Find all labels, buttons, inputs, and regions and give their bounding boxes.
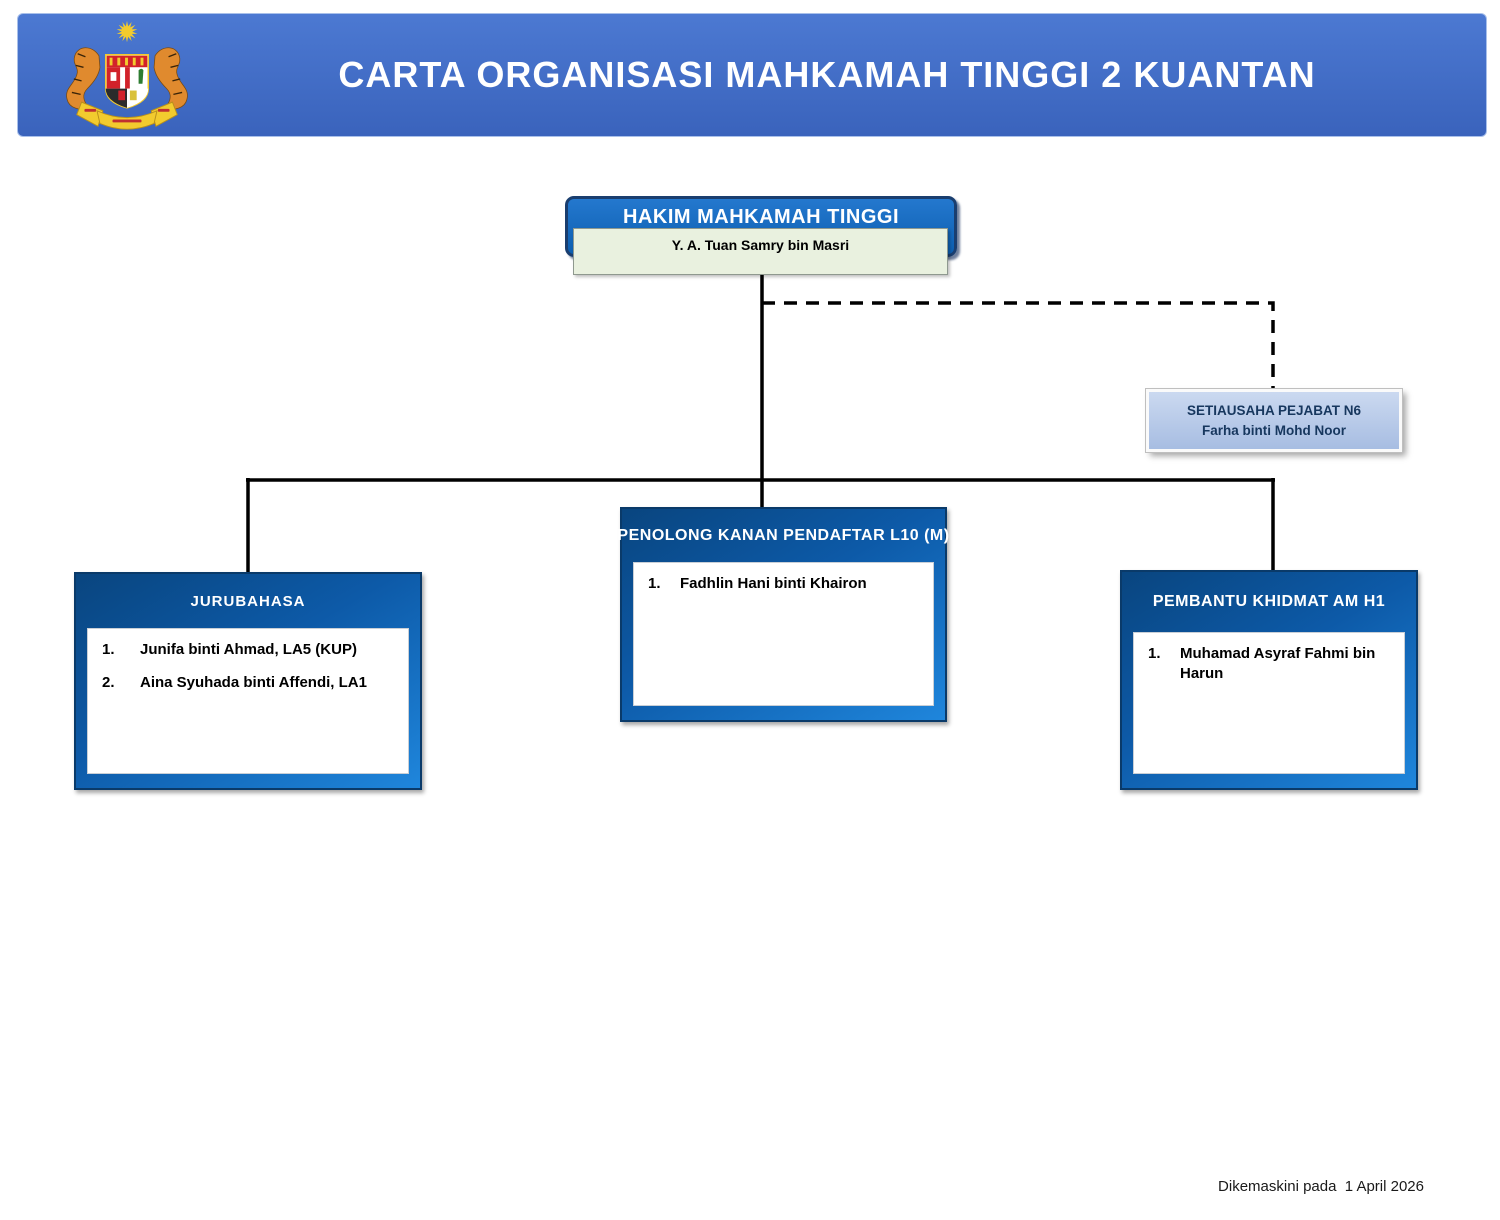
root-name: Y. A. Tuan Samry bin Masri [671,237,850,253]
dept-title: PENOLONG KANAN PENDAFTAR L10 (M) [617,526,950,544]
dept-box-penolong-kanan-pendaftar [617,507,950,722]
secretary-box [1146,389,1402,452]
member-name: Junifa binti Ahmad, LA5 (KUP) [140,641,357,658]
member-number: 2. [102,674,115,691]
member-list [633,562,934,706]
secretary-title: SETIAUSAHA PEJABAT N6 [1186,402,1362,418]
member-row [644,574,925,594]
member-number: 1. [1148,645,1161,662]
dept-title: JURUBAHASA [190,592,306,610]
page-title: CARTA ORGANISASI MAHKAMAH TINGGI 2 KUANTAN [338,54,1316,95]
member-row [1144,644,1396,684]
root-name-plate [573,228,948,275]
member-name: Muhamad Asyraf Fahmi bin Harun [1180,645,1376,682]
dept-box-jurubahasa [74,572,422,790]
member-name: Aina Syuhada binti Affendi, LA1 [140,674,367,691]
secretary-name: Farha binti Mohd Noor [1202,422,1346,438]
member-list [87,628,409,774]
member-number: 1. [102,641,115,658]
member-row [98,640,400,660]
dept-title: PEMBANTU KHIDMAT AM H1 [1152,593,1386,610]
root-title: HAKIM MAHKAMAH TINGGI [622,206,900,228]
member-row [98,673,400,693]
member-list [1133,632,1405,774]
member-name: Fadhlin Hani binti Khairon [680,575,867,592]
dept-box-pembantu-khidmat-am [1120,570,1418,790]
last-updated-note: Dikemaskini pada 1 April 2026 [1218,1178,1424,1195]
member-number: 1. [648,575,661,592]
